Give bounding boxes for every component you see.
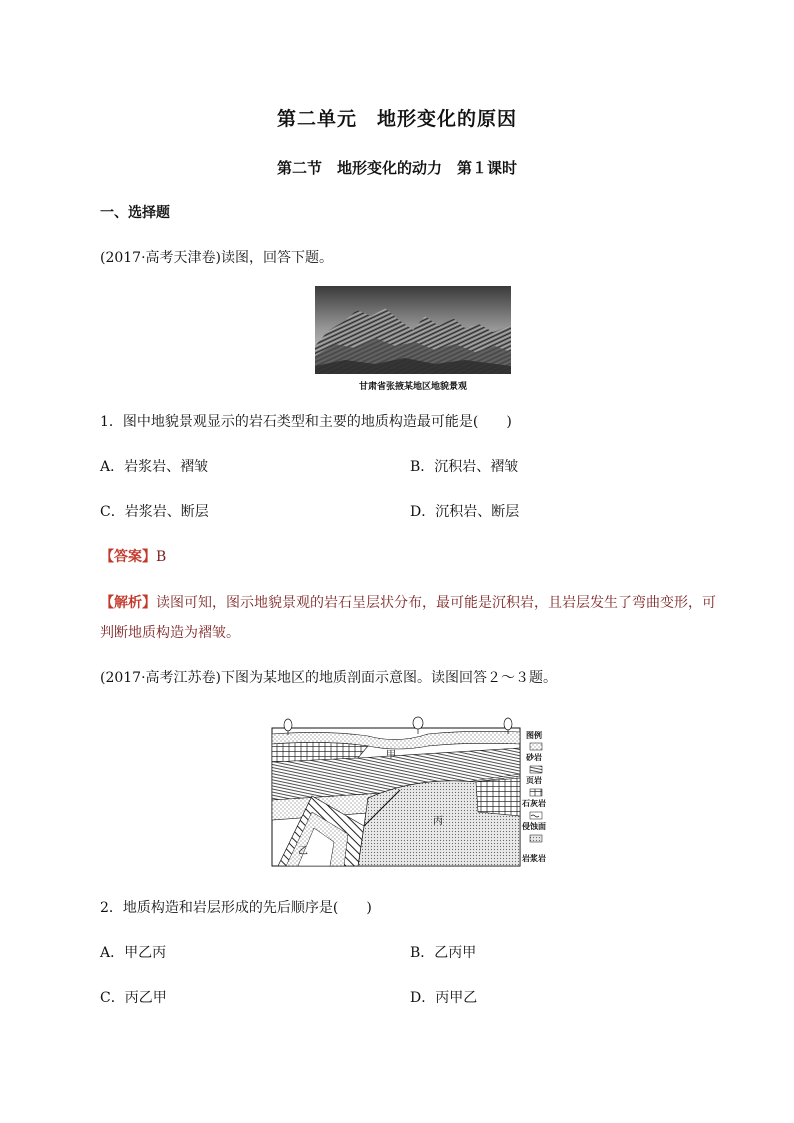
analysis-text-2: 判断地质构造为褶皱。 [100,625,240,641]
analysis-text-1: 读图可知，图示地貌景观的岩石呈层状分布，最可能是沉积岩，且岩层发生了弯曲变形，可 [156,595,716,611]
label-yi: 乙 [298,846,308,857]
question-1-stem: 1．图中地貌景观显示的岩石类型和主要的地质构造最可能是( ) [100,414,512,430]
answer-line [100,547,166,567]
question-1-option-a: A．岩浆岩、褶皱 [100,459,209,475]
question-1-option-b: B．沉积岩、褶皱 [410,459,519,475]
label-bing: 丙 [433,816,443,827]
legend-swatch-magmatic-rock [530,835,542,842]
analysis-tag: 【解析】 [100,595,156,611]
legend-swatch-shale [530,766,542,773]
intro-jiangsu: (2017·高考江苏卷)下图为某地区的地质剖面示意图。读图回答２～３题。 [100,670,558,686]
question-1-option-c: C．岩浆岩、断层 [100,504,209,520]
legend-label-sandstone: 砂岩 [526,753,542,762]
section-heading: 一、选择题 [100,205,170,221]
legend-label-limestone: 石灰岩 [522,799,546,808]
answer-tag: 【答案】 [100,549,156,565]
legend-label-erosion-surface: 侵蚀面 [522,822,546,831]
analysis-line-1 [100,593,716,613]
photo-caption: 甘肃省张掖某地区地貌景观 [358,382,467,392]
legend-label-shale: 页岩 [526,776,542,785]
question-2-option-b: B．乙丙甲 [410,945,477,961]
question-2-option-a: A．甲乙丙 [100,945,167,961]
question-2-option-c: C．丙乙甲 [100,990,167,1006]
answer-value: B [156,549,167,565]
legend-swatch-limestone [530,789,542,796]
label-jia: 甲 [386,750,396,761]
cross-section-diagram [268,716,554,868]
mountain-landscape-image [315,286,511,374]
landscape-photo [315,286,511,374]
legend-label-magmatic-rock: 岩浆岩 [522,854,546,863]
geologic-cross-section [268,716,554,868]
legend-title: 图例 [526,731,542,740]
question-2-option-d: D．丙甲乙 [410,990,478,1006]
page-title: 第二单元 地形变化的原因 [276,108,517,130]
intro-tianjin: (2017·高考天津卷)读图，回答下题。 [100,250,334,266]
question-2-stem: 2．地质构造和岩层形成的先后顺序是( ) [100,900,372,916]
question-1-option-d: D．沉积岩、断层 [410,504,520,520]
page-subtitle: 第二节 地形变化的动力 第１课时 [276,159,517,177]
legend-swatch-sandstone [530,743,542,750]
